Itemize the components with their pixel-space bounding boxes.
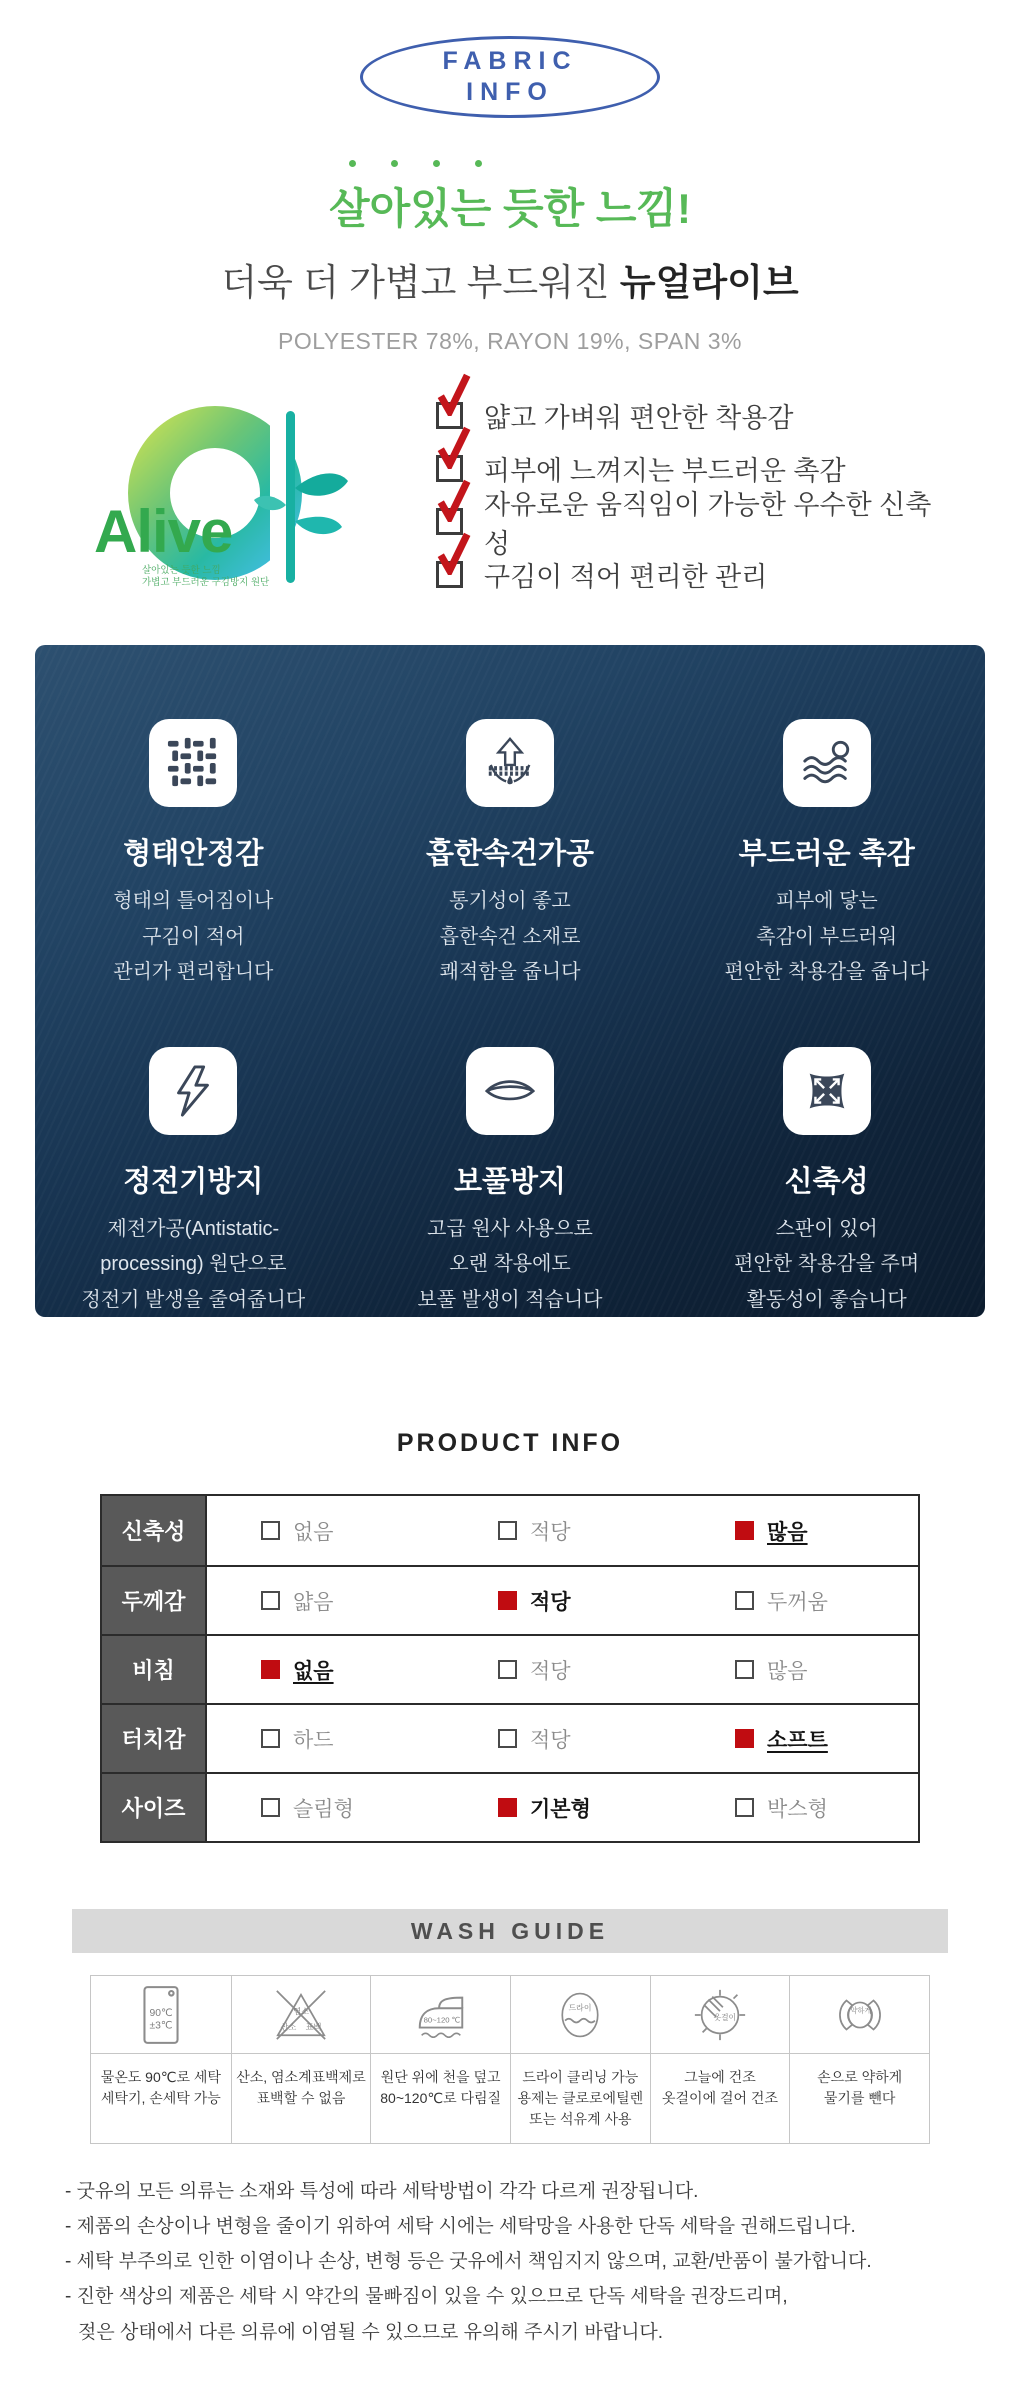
feature-title: 흡한속건가공 <box>425 838 595 870</box>
wash-caption: 손으로 약하게 물기를 뺀다 <box>817 2069 903 2106</box>
feature-title: 신축성 <box>784 1165 869 1198</box>
svg-text:드라이: 드라이 <box>568 2002 592 2012</box>
feature-description: 스판이 있어 편안한 착용감을 주며 활동성이 좋습니다 <box>734 1217 920 1311</box>
wring-icon <box>831 1986 889 2044</box>
option-selected: 소프트 <box>681 1724 918 1754</box>
option-unselected: 슬림형 <box>207 1793 444 1823</box>
checkbox-icon <box>735 1798 754 1817</box>
checkbox-filled-icon <box>735 1729 754 1748</box>
feature-title: 형태안정감 <box>123 838 264 870</box>
feature-checklist <box>410 389 940 601</box>
checkbox-icon <box>735 1660 754 1679</box>
checklist-label: 얇고 가벼워 편안한 착용감 <box>484 403 794 433</box>
table-row-sheerness <box>102 1634 918 1703</box>
fabric-composition: POLYESTER 78%, RAYON 19%, SPAN 3% <box>278 328 742 354</box>
headline: 살아있는 듯한 느낌! <box>329 185 691 232</box>
table-row-stretch <box>102 1496 918 1565</box>
option-unselected: 많음 <box>681 1655 918 1685</box>
care-note: - 굿유의 모든 의류는 소재와 특성에 따라 세탁방법이 각각 다르게 권장됩니다. <box>65 2181 699 2202</box>
iron-icon <box>412 1986 470 2044</box>
alive-section <box>80 389 940 601</box>
icon-tile <box>149 1047 237 1135</box>
red-check-icon <box>437 425 471 469</box>
checklist-item <box>436 489 940 559</box>
feature-antistatic <box>35 1047 352 1319</box>
soft-touch-icon <box>800 736 854 790</box>
icon-tile <box>466 719 554 807</box>
feature-stretch <box>668 1047 985 1319</box>
alive-logo-text: Alive <box>94 497 233 565</box>
fabric-info-badge-wrap <box>0 0 1020 118</box>
checklist-item <box>436 389 940 442</box>
wash-caption: 드라이 클리닝 가능 용제는 클로로에틸렌 또는 석유계 사용 <box>517 2069 644 2127</box>
checkbox-icon <box>498 1729 517 1748</box>
feature-description: 통기성이 좋고 흡한속건 소재로 쾌적함을 줍니다 <box>439 890 581 984</box>
feature-title: 부드러운 촉감 <box>738 838 915 870</box>
svg-text:산소: 산소 <box>280 2022 297 2031</box>
option-unselected: 박스형 <box>681 1793 918 1823</box>
icon-tile <box>149 719 237 807</box>
checklist-label: 구김이 적어 편리한 관리 <box>484 562 768 592</box>
checkbox-icon <box>498 1660 517 1679</box>
wash-caption: 산소, 염소계표백제로 표백할 수 없음 <box>236 2069 366 2106</box>
feature-title: 정전기방지 <box>123 1165 264 1198</box>
wash-guide-table <box>90 1975 930 2144</box>
hero-section <box>0 176 1020 355</box>
row-label: 비침 <box>102 1636 207 1703</box>
svg-text:표백: 표백 <box>305 2022 322 2031</box>
feature-moisture-wicking <box>352 719 669 991</box>
fabric-feature-panel <box>35 645 985 1317</box>
badge-line-2: INFO <box>466 78 554 106</box>
table-row-size <box>102 1772 918 1841</box>
feature-shape-stability <box>35 719 352 991</box>
red-check-icon <box>437 372 471 416</box>
checkbox-filled-icon <box>498 1798 517 1817</box>
wash-cell-machine <box>91 1976 231 2143</box>
checkbox-icon <box>261 1521 280 1540</box>
wash-caption: 그늘에 건조 옷걸이에 걸어 건조 <box>662 2069 778 2106</box>
svg-text:약하게: 약하게 <box>850 2005 872 2015</box>
svg-text:±3℃: ±3℃ <box>149 2019 173 2031</box>
table-row-thickness <box>102 1565 918 1634</box>
washing-machine-icon <box>136 1984 186 2046</box>
option-unselected: 적당 <box>444 1655 681 1685</box>
wash-cell-wring <box>789 1976 929 2143</box>
svg-text:옷걸이: 옷걸이 <box>713 2012 737 2022</box>
option-selected: 없음 <box>207 1655 444 1685</box>
feature-soft-touch <box>668 719 985 991</box>
wash-cell-no-bleach <box>231 1976 371 2143</box>
wash-caption: 원단 위에 천을 덮고 80~120℃로 다림질 <box>380 2069 502 2106</box>
row-label: 터치감 <box>102 1705 207 1772</box>
option-unselected: 얇음 <box>207 1586 444 1616</box>
care-notes <box>65 2174 955 2350</box>
stretch-icon <box>800 1064 854 1118</box>
subtitle-product-name: 뉴얼라이브 <box>619 262 799 303</box>
antistatic-icon <box>166 1064 220 1118</box>
care-note: - 제품의 손상이나 변형을 줄이기 위하여 세탁 시에는 세탁망을 사용한 단독 세탁을 권해드립니다. <box>65 2216 856 2238</box>
wash-caption: 물온도 90℃로 세탁 세탁기, 손세탁 가능 <box>100 2069 221 2106</box>
checkbox-icon <box>261 1591 280 1610</box>
option-unselected: 적당 <box>444 1724 681 1754</box>
feature-anti-pilling <box>352 1047 669 1319</box>
badge-line-1: FABRIC <box>442 46 578 75</box>
feature-description: 형태의 틀어짐이나 구김이 적어 관리가 편리합니다 <box>113 890 274 984</box>
weave-icon <box>166 736 220 790</box>
product-info-title: PRODUCT INFO <box>396 1429 624 1457</box>
option-selected: 많음 <box>681 1516 918 1546</box>
alive-logo-caption: 살아있는 듯한 느낌 가볍고 부드러운 구김방지 원단 <box>142 564 270 589</box>
option-unselected: 없음 <box>207 1516 444 1546</box>
row-label: 두께감 <box>102 1567 207 1634</box>
wash-cell-hang-dry <box>650 1976 790 2143</box>
care-note: 젖은 상태에서 다른 의류에 이염될 수 있으므로 유의해 주시기 바랍니다. <box>78 2321 664 2343</box>
row-label: 신축성 <box>102 1496 207 1565</box>
anti-pilling-icon <box>483 1064 537 1118</box>
checklist-item <box>436 548 940 601</box>
moisture-wicking-icon <box>483 736 537 790</box>
dry-clean-icon <box>552 1984 608 2046</box>
subtitle <box>0 252 1020 306</box>
feature-title: 보풀방지 <box>453 1165 567 1198</box>
checkbox-filled-icon <box>261 1660 280 1679</box>
checkbox-icon <box>498 1521 517 1540</box>
option-unselected: 하드 <box>207 1724 444 1754</box>
option-unselected: 적당 <box>444 1516 681 1546</box>
feature-description: 고급 원사 사용으로 오랜 착용에도 보풀 발생이 적습니다 <box>417 1217 603 1311</box>
wash-guide-title: WASH GUIDE <box>72 1909 948 1953</box>
care-note: - 진한 색상의 제품은 세탁 시 약간의 물빠짐이 있을 수 있으므로 단독 세탁을 권장드리며, <box>65 2286 788 2308</box>
wash-cell-iron <box>370 1976 510 2143</box>
svg-text:80~120 ℃: 80~120 ℃ <box>423 2015 461 2025</box>
hang-dry-icon <box>691 1986 749 2044</box>
headline-accent-dots <box>331 160 499 167</box>
product-info-table <box>100 1494 920 1843</box>
red-check-icon <box>437 478 471 522</box>
checkbox-icon <box>261 1729 280 1748</box>
care-note: - 세탁 부주의로 인한 이염이나 손상, 변형 등은 굿유에서 책임지지 않으며, 교환/반품이 불가합니다. <box>65 2251 872 2273</box>
checklist-label: 자유로운 움직임이 가능한 우수한 신축성 <box>484 489 932 559</box>
icon-tile <box>783 1047 871 1135</box>
checkbox-filled-icon <box>735 1521 754 1540</box>
no-bleach-icon <box>272 1986 330 2044</box>
subtitle-text: 더욱 더 가볍고 부드워진 <box>221 262 620 303</box>
checkbox-filled-icon <box>498 1591 517 1610</box>
checklist-label: 피부에 느껴지는 부드러운 촉감 <box>484 456 846 486</box>
fabric-info-badge <box>360 36 660 118</box>
icon-tile <box>783 719 871 807</box>
checkbox-icon <box>735 1591 754 1610</box>
icon-tile <box>466 1047 554 1135</box>
svg-text:90℃: 90℃ <box>149 2007 173 2019</box>
red-check-icon <box>437 531 471 575</box>
svg-text:염소: 염소 <box>293 2006 309 2016</box>
option-selected: 적당 <box>444 1586 681 1616</box>
feature-description: 제전가공(Antistatic- processing) 원단으로 정전기 발생을 줄여줍니다 <box>81 1217 306 1311</box>
row-label: 사이즈 <box>102 1774 207 1841</box>
option-selected: 기본형 <box>444 1793 681 1823</box>
feature-description: 피부에 닿는 촉감이 부드러워 편안한 착용감을 줍니다 <box>724 890 929 984</box>
option-unselected: 두꺼움 <box>681 1586 918 1616</box>
alive-logo <box>80 393 410 598</box>
table-row-touch <box>102 1703 918 1772</box>
wash-cell-dry-clean <box>510 1976 650 2143</box>
checkbox-icon <box>261 1798 280 1817</box>
